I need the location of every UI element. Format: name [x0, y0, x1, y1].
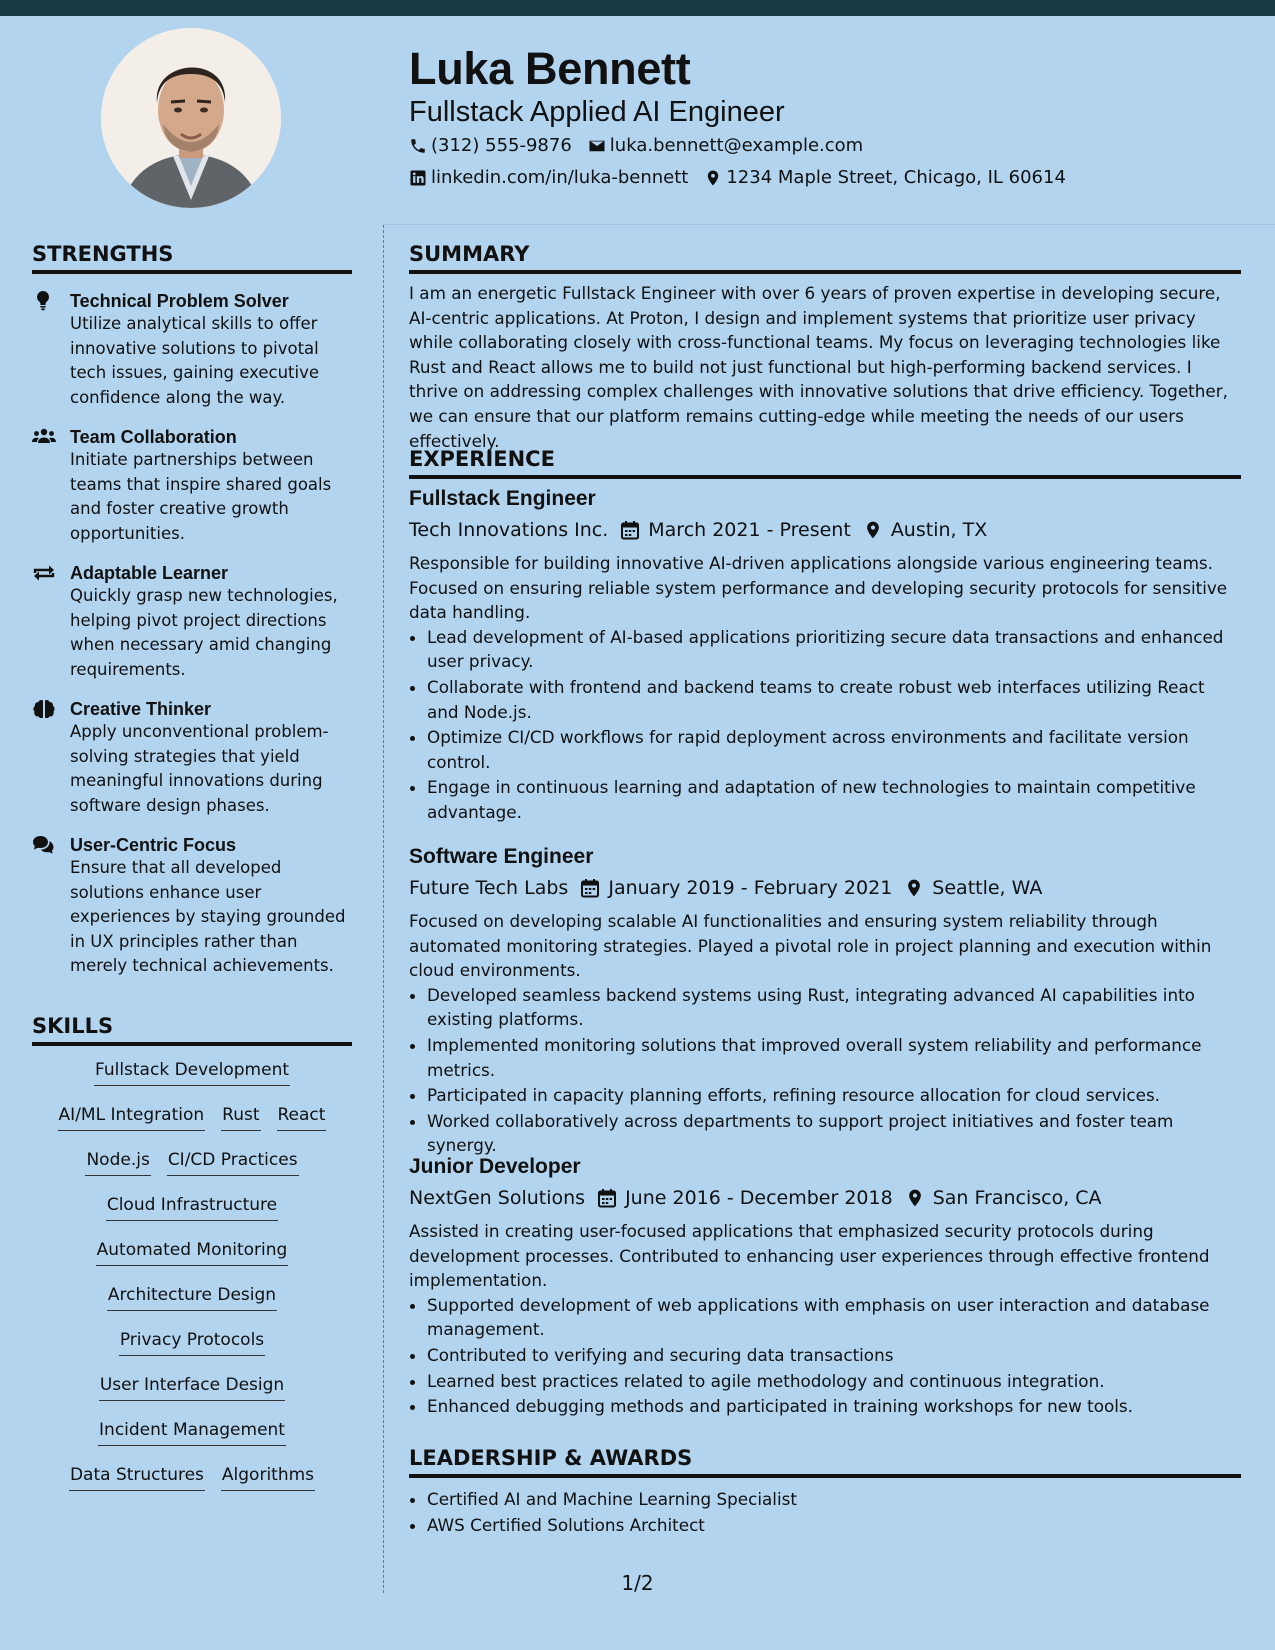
location-pin-icon [904, 878, 924, 898]
skill-row [32, 1328, 352, 1373]
skill-tag: Automated Monitoring [96, 1238, 289, 1266]
location-pin-icon [905, 1188, 925, 1208]
job-title: Fullstack Engineer [409, 487, 596, 510]
strength-title: Creative Thinker [70, 699, 212, 719]
job-bullets [409, 1293, 1241, 1419]
repeat-icon [32, 563, 56, 583]
phone-icon [409, 137, 427, 155]
job-company: Tech Innovations Inc. [409, 519, 609, 541]
job-bullet: • Contributed to verifying and securing data transactions [427, 1343, 1241, 1368]
summary-heading: SUMMARY [409, 240, 1241, 274]
job-location: San Francisco, CA [932, 1187, 1102, 1209]
people-icon [32, 427, 56, 447]
skill-tag: Data Structures [69, 1463, 205, 1491]
job-title: Software Engineer [409, 845, 594, 868]
job-description: Assisted in creating user-focused applications that emphasized security protocols during development processes. Contributed to enhancing user experiences through effective frontend implementation. [409, 1221, 1210, 1291]
calendar-icon [620, 520, 640, 540]
job-dates: March 2021 - Present [648, 519, 851, 541]
job-bullet: • Lead development of AI-based applications prioritizing secure data transactions and enhanced user privacy. [427, 625, 1241, 674]
envelope-icon [588, 137, 606, 155]
job-bullet: • Optimize CI/CD workflows for rapid deployment across environments and facilitate version control. [427, 725, 1241, 774]
skill-row [32, 1463, 352, 1508]
leadership-heading: LEADERSHIP & AWARDS [409, 1444, 1241, 1478]
skills-list [32, 1058, 352, 1508]
skill-tag: Incident Management [98, 1418, 286, 1446]
experience-entry [409, 1153, 1241, 1420]
column-divider [383, 225, 384, 1593]
location-pin-icon [704, 169, 722, 187]
job-location: Seattle, WA [932, 877, 1043, 899]
job-dates: June 2016 - December 2018 [625, 1187, 893, 1209]
job-dates: January 2019 - February 2021 [608, 877, 893, 899]
job-company: NextGen Solutions [409, 1187, 586, 1209]
candidate-title: Fullstack Applied AI Engineer [409, 96, 785, 128]
address-text: 1234 Maple Street, Chicago, IL 60614 [726, 167, 1066, 188]
page-number: 1/2 [621, 1571, 654, 1595]
strengths-heading: STRENGTHS [32, 240, 352, 274]
skill-row [32, 1238, 352, 1283]
strength-item [32, 426, 352, 546]
candidate-name: Luka Bennett [409, 43, 691, 94]
job-meta [409, 1184, 1241, 1212]
contact-row-2 [409, 166, 1082, 190]
skill-row [32, 1193, 352, 1238]
strength-title: Team Collaboration [70, 427, 237, 447]
strength-desc: Apply unconventional problem-solving strategies that yield meaningful innovations during software design phases. [70, 722, 329, 815]
job-bullets [409, 625, 1241, 825]
job-bullet: • Enhanced debugging methods and participated in training workshops for new tools. [427, 1394, 1241, 1419]
experience-heading: EXPERIENCE [409, 445, 1241, 479]
top-bar [0, 0, 1275, 16]
leadership-list [409, 1487, 1241, 1538]
strength-title: Adaptable Learner [70, 563, 229, 583]
skill-row [32, 1103, 352, 1148]
linkedin-icon [409, 169, 427, 187]
strength-item [32, 562, 352, 682]
linkedin-text: linkedin.com/in/luka-bennett [431, 167, 689, 188]
job-location: Austin, TX [890, 519, 988, 541]
job-bullet: • Participated in capacity planning efforts, refining resource allocation for cloud services. [427, 1083, 1241, 1108]
email-item[interactable] [588, 134, 863, 158]
skills-heading: SKILLS [32, 1012, 352, 1046]
skill-tag: Cloud Infrastructure [106, 1193, 278, 1221]
experience-entry [409, 485, 1241, 826]
skill-tag: Fullstack Development [94, 1058, 290, 1086]
skill-row [32, 1058, 352, 1103]
phone-text: (312) 555-9876 [431, 135, 572, 156]
strength-item [32, 698, 352, 818]
strength-desc: Quickly grasp new technologies, helping pivot project directions when necessary amid changing requirements. [70, 586, 338, 679]
lightbulb-icon [32, 291, 56, 311]
strength-item [32, 834, 352, 979]
email-text: luka.bennett@example.com [609, 135, 864, 156]
strength-desc: Ensure that all developed solutions enhance user experiences by staying grounded in UX principles rather than merely technical achievements. [70, 858, 346, 975]
header-separator [383, 224, 1275, 225]
strength-item [32, 290, 352, 410]
linkedin-item[interactable] [409, 166, 688, 190]
job-bullets [409, 983, 1241, 1158]
calendar-icon [580, 878, 600, 898]
profile-photo [101, 28, 281, 208]
skill-tag: AI/ML Integration [58, 1103, 206, 1131]
phone-item[interactable] [409, 134, 572, 158]
job-bullet: • Implemented monitoring solutions that improved overall system reliability and performance metrics. [427, 1033, 1241, 1082]
strength-title: Technical Problem Solver [70, 291, 289, 311]
skill-row [32, 1373, 352, 1418]
job-company: Future Tech Labs [409, 877, 569, 899]
award-item: • Certified AI and Machine Learning Specialist [427, 1487, 1241, 1512]
job-bullet: • Learned best practices related to agile methodology and continuous integration. [427, 1369, 1241, 1394]
skill-tag: User Interface Design [99, 1373, 285, 1401]
skill-tag: Algorithms [221, 1463, 315, 1491]
calendar-icon [597, 1188, 617, 1208]
strength-desc: Initiate partnerships between teams that inspire shared goals and foster creative growth opportunities. [70, 450, 332, 543]
location-pin-icon [863, 520, 883, 540]
skill-tag: Node.js [85, 1148, 150, 1176]
skill-tag: Architecture Design [107, 1283, 277, 1311]
job-bullet: • Worked collaboratively across departments to support project initiatives and foster team synergy. [427, 1109, 1241, 1158]
skill-row [32, 1283, 352, 1328]
strength-title: User-Centric Focus [70, 835, 237, 855]
strength-desc: Utilize analytical skills to offer innovative solutions to pivotal tech issues, gaining executive confidence along the way. [70, 314, 320, 407]
job-description: Focused on developing scalable AI functionalities and ensuring system reliability through automated monitoring strategies. Played a pivotal role in project planning and execution within cloud environments. [409, 911, 1212, 981]
job-bullet: • Collaborate with frontend and backend teams to create robust web interfaces utilizing React and Node.js. [427, 675, 1241, 724]
experience-entry [409, 843, 1241, 1159]
skill-row [32, 1418, 352, 1463]
job-bullet: • Supported development of web applications with emphasis on user interaction and database management. [427, 1293, 1241, 1342]
job-title: Junior Developer [409, 1155, 581, 1178]
job-bullet: • Developed seamless backend systems using Rust, integrating advanced AI capabilities into existing platforms. [427, 983, 1241, 1032]
skill-tag: CI/CD Practices [167, 1148, 299, 1176]
comments-icon [32, 835, 56, 855]
summary-text: I am an energetic Fullstack Engineer with over 6 years of proven expertise in developing secure, AI-centric applications. At Proton, I design and implement systems that prioritize user privacy while collaborating closely with cross-functional teams. My focus on leveraging technologies like Rust and React allows me to build not just functional but high-performing backend services. I thrive on addressing complex challenges with innovative solutions that drive efficiency. Together, we can ensure that our platform remains cutting-edge while meeting the needs of our users effectively. [409, 283, 1228, 451]
job-description: Responsible for building innovative AI-driven applications alongside various engineering teams. Focused on ensuring reliable system performance and developing security protocols for sensitive data handling. [409, 553, 1228, 623]
skill-tag: React [277, 1103, 327, 1131]
skill-tag: Rust [221, 1103, 260, 1131]
skill-tag: Privacy Protocols [119, 1328, 265, 1356]
job-meta [409, 516, 1241, 544]
skill-row [32, 1148, 352, 1193]
contact-row-1 [409, 134, 879, 158]
award-item: • AWS Certified Solutions Architect [427, 1513, 1241, 1538]
brain-icon [32, 699, 56, 719]
address-item [704, 166, 1066, 190]
strengths-list [32, 290, 352, 995]
job-meta [409, 874, 1241, 902]
job-bullet: • Engage in continuous learning and adaptation of new technologies to maintain competitive advantage. [427, 775, 1241, 824]
